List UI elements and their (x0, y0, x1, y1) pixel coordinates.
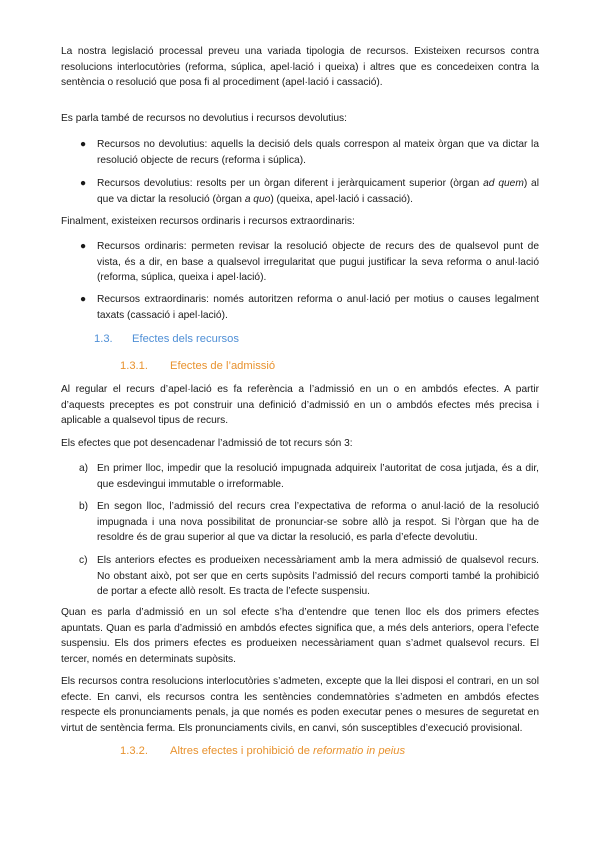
subsection-title: Efectes de l’admissió (170, 360, 276, 372)
section-heading (94, 332, 239, 348)
paragraph-text: Quan es parla d’admissió en un sol efecte s’ha d’entendre que tenen lloc els dos primers efectes apuntats. Quan es parla d’admissió en ambdós efectes significa que, a més dels anteriors, opera l’efecte suspensiu. Els dos primers efectes es produeixen necessàriament quan s’admet qualsevol recurs. El tercer, només en determinats supòsits. (61, 607, 539, 665)
list-marker: a) (79, 463, 89, 474)
paragraph-devolutius (61, 111, 539, 127)
list-item-text: Els anteriors efectes es produeixen necessàriament amb la mera admissió de qualsevol recurs. No obstant això, pot ser que en certs supòsits l’admissió del recurs comporti també la prohibició de portar a efecte allò resolt. Es tracta de l’efecte suspensiu. (97, 555, 539, 598)
bullet-icon: ● (80, 294, 87, 305)
list-item-text: Recursos extraordinaris: només autoritzen reforma o anul·lació per motius o causes legalment taxats (cassació i apel·lació). (97, 294, 539, 321)
list-marker: b) (79, 501, 89, 512)
section-title: Efectes dels recursos (132, 333, 239, 345)
paragraph-apelacio (61, 382, 539, 429)
paragraph-ordinaris (61, 214, 539, 230)
paragraph-text: Els efectes que pot desencadenar l’admissió de tot recurs són 3: (61, 438, 353, 449)
list-item-text: En primer lloc, impedir que la resolució impugnada adquireix l’autoritat de cosa jutjada, és a dir, que esdevingui immutable o irreformable. (97, 463, 539, 490)
paragraph-text: Al regular el recurs d’apel·lació es fa referència a l’admissió en un o en ambdós efectes. A partir d’aquests preceptes es pot construir una definició d’admissió en un o ambdós efectes més precisa i aplicable a qualsevol tipus de recurs. (61, 384, 539, 427)
paragraph-text: Finalment, existeixen recursos ordinaris i recursos extraordinaris: (61, 216, 355, 227)
subsection-number: 1.3.2. (120, 745, 148, 757)
bullet-icon: ● (80, 241, 87, 252)
list-item (61, 292, 539, 323)
list-item-text: Recursos no devolutius: aquells la decisió dels quals correspon al mateix òrgan que va dictar la resolució objecte de recurs (reforma i súplica). (97, 139, 539, 166)
subsection-title-emphasis: reformatio in peius (313, 745, 406, 757)
list-item (61, 176, 539, 207)
subsection-heading (120, 744, 405, 760)
paragraph-efectes (61, 436, 539, 452)
paragraph-text: Els recursos contra resolucions interlocutòries s’admeten, excepte que la llei disposi el contrari, en un sol efecte. En canvi, els recursos contra les sentències condemnatòries s’admeten en ambdós efectes respecte els pronunciaments penals, ja que només es poden executar penes o mesures de seguretat en virtut de sentència ferma. Els pronunciaments civils, en canvi, són susceptibles d’execució provisional. (61, 676, 539, 734)
bullet-icon: ● (80, 139, 87, 150)
paragraph-interlocutories (61, 674, 539, 736)
list-item (61, 461, 539, 492)
list-item-text: Recursos devolutius: resolts per un òrgan diferent i jeràrquicament superior (òrgan ad quem) al que va dictar la resolució (òrgan a quo) (queixa, apel·lació i cassació). (97, 178, 539, 205)
subsection-heading (120, 359, 275, 375)
paragraph-text: La nostra legislació processal preveu una variada tipologia de recursos. Existeixen recursos contra resolucions interlocutòries (reforma, súplica, apel·lació i queixa) i altres que es concedeixen contra la sentència o resolució que posa fi al procediment (apel·lació i cassació). (61, 46, 539, 89)
list-item (61, 137, 539, 168)
paragraph-text: Es parla també de recursos no devolutius i recursos devolutius: (61, 113, 347, 124)
subsection-number: 1.3.1. (120, 360, 148, 372)
paragraph-sol-efecte (61, 605, 539, 667)
list-item (61, 553, 539, 600)
list-item (61, 239, 539, 286)
list-item-text: Recursos ordinaris: permeten revisar la resolució objecte de recurs des de qualsevol punt de vista, és a dir, en base a qualsevol irregularitat que pugui justificar la seva reforma o anul·lació (reforma, súplica, queixa i apel·lació). (97, 241, 539, 284)
bullet-icon: ● (80, 178, 87, 189)
list-item-text: En segon lloc, l’admissió del recurs crea l’expectativa de reforma o anul·lació de la resolució impugnada i una nova possibilitat de pronunciar-se sobre allò ja respot. Si l’òrgan que ha de resoldre és de grau superior al que va dictar la resolució, es parla d’efecte devolutiu. (97, 501, 539, 544)
subsection-title: Altres efectes i prohibició de (170, 745, 314, 757)
section-number: 1.3. (94, 333, 113, 345)
list-item (61, 499, 539, 546)
paragraph-intro (61, 44, 539, 91)
list-marker: c) (79, 555, 88, 566)
